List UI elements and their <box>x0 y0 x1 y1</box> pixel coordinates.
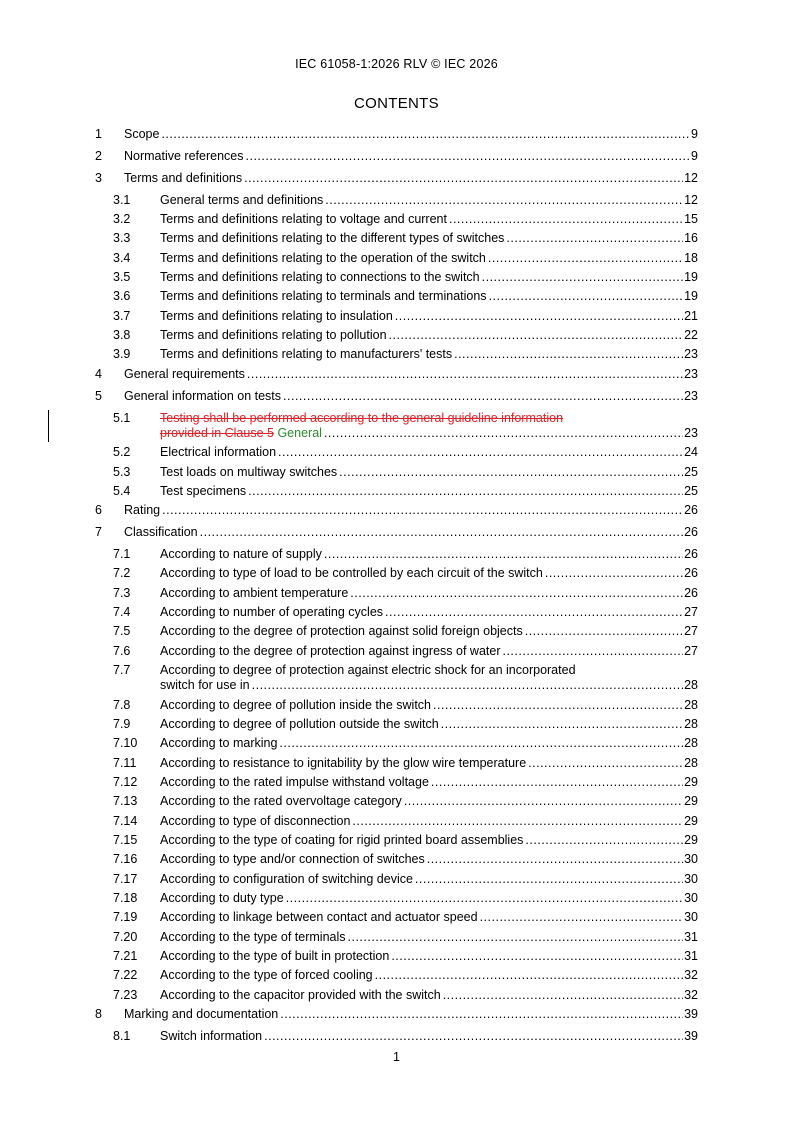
toc-entry[interactable] <box>0 367 793 386</box>
toc-title: According to type of load to be controlled by each circuit of the switch <box>160 566 543 580</box>
toc-page: 15 <box>684 212 698 226</box>
toc-page: 9 <box>691 149 698 163</box>
toc-entry[interactable] <box>0 251 793 270</box>
toc-entry[interactable] <box>0 624 793 643</box>
toc-number: 7.5 <box>113 624 131 638</box>
toc-entry[interactable] <box>0 852 793 871</box>
toc-entry[interactable] <box>0 968 793 987</box>
toc-number: 7.6 <box>113 644 131 658</box>
toc-entry[interactable] <box>0 445 793 464</box>
toc-entry[interactable] <box>0 212 793 231</box>
toc-title: According to the degree of protection against solid foreign objects <box>160 624 523 638</box>
toc-title-line1: According to degree of protection against electric shock for an incorporated <box>160 663 576 677</box>
toc-entry[interactable] <box>0 756 793 775</box>
toc-number: 7.9 <box>113 717 131 731</box>
toc-number: 3.8 <box>113 328 131 342</box>
toc-page: 30 <box>684 910 698 924</box>
leader-dots <box>248 484 683 499</box>
toc-number: 7.2 <box>113 566 131 580</box>
leader-dots <box>252 678 683 693</box>
toc-title: Terms and definitions relating to connections to the switch <box>160 270 480 284</box>
toc-page: 23 <box>684 389 698 403</box>
leader-dots <box>449 212 683 227</box>
toc-page: 28 <box>684 698 698 712</box>
toc-number: 7.23 <box>113 988 138 1002</box>
toc-title: According to degree of pollution outside the switch <box>160 717 439 731</box>
toc-page: 32 <box>684 988 698 1002</box>
toc-page: 39 <box>684 1029 698 1043</box>
toc-number: 4 <box>95 367 102 381</box>
toc-page: 25 <box>684 465 698 479</box>
toc-page: 28 <box>684 736 698 750</box>
toc-title: Switch information <box>160 1029 263 1043</box>
toc-page: 9 <box>691 127 698 141</box>
toc-title: Scope <box>124 127 160 141</box>
leader-dots <box>325 193 683 208</box>
toc-entry[interactable] <box>0 289 793 308</box>
toc-page: 28 <box>684 756 698 770</box>
toc-number: 3.4 <box>113 251 131 265</box>
leader-dots <box>489 289 684 304</box>
toc-number: 2 <box>95 149 102 163</box>
toc-page: 26 <box>684 547 698 561</box>
toc-page: 22 <box>684 328 698 342</box>
toc-title: According to type and/or connection of switches <box>160 852 425 866</box>
leader-dots <box>528 756 683 771</box>
toc-page: 12 <box>684 193 698 207</box>
toc-page: 30 <box>684 852 698 866</box>
toc-title: General terms and definitions <box>160 193 324 207</box>
toc-number: 7.4 <box>113 605 131 619</box>
leader-dots <box>391 949 683 964</box>
toc-number: 7.18 <box>113 891 138 905</box>
toc-number: 7.12 <box>113 775 138 789</box>
leader-dots <box>431 775 683 790</box>
toc-page: 12 <box>684 171 698 185</box>
leader-dots <box>161 127 690 142</box>
toc-page: 29 <box>684 814 698 828</box>
leader-dots <box>264 1029 683 1044</box>
toc-entry[interactable] <box>0 389 793 408</box>
toc-number: 5.1 <box>113 411 131 425</box>
toc-entry[interactable] <box>0 988 793 1007</box>
toc-number: 7.10 <box>113 736 138 750</box>
toc-title: Marking and documentation <box>124 1007 279 1021</box>
toc-title: Terms and definitions relating to manufacturers' tests <box>160 347 453 361</box>
leader-dots <box>350 586 683 601</box>
toc-page: 25 <box>684 484 698 498</box>
toc-entry[interactable] <box>0 1029 793 1048</box>
toc-page: 31 <box>684 949 698 963</box>
toc-number: 3.2 <box>113 212 131 226</box>
toc-entry[interactable] <box>0 231 793 250</box>
leader-dots <box>283 389 683 404</box>
toc-number: 3.6 <box>113 289 131 303</box>
document-header: IEC 61058-1:2026 RLV © IEC 2026 <box>295 57 498 71</box>
deleted-text-line2: provided in Clause 5 <box>160 426 274 440</box>
leader-dots <box>525 833 683 848</box>
toc-title: According to the type of built in protection <box>160 949 390 963</box>
toc-number: 5 <box>95 389 102 403</box>
toc-number: 3.3 <box>113 231 131 245</box>
toc-title: Test loads on multiway switches <box>160 465 338 479</box>
toc-number: 7.8 <box>113 698 131 712</box>
page-number: 1 <box>393 1050 400 1064</box>
toc-number: 3.5 <box>113 270 131 284</box>
toc-title: General requirements <box>124 367 245 381</box>
toc-number: 8.1 <box>113 1029 131 1043</box>
leader-dots <box>279 736 683 751</box>
toc-entry[interactable] <box>0 347 793 366</box>
toc-page: 23 <box>684 367 698 381</box>
leader-dots <box>286 891 683 906</box>
toc-entry[interactable] <box>0 309 793 328</box>
toc-page: 28 <box>684 678 698 692</box>
leader-dots <box>443 988 683 1003</box>
leader-dots <box>339 465 683 480</box>
toc-number: 3.1 <box>113 193 131 207</box>
toc-entry[interactable] <box>0 171 793 190</box>
leader-dots <box>324 426 683 441</box>
toc-number: 7.16 <box>113 852 138 866</box>
toc-title: Rating <box>124 503 161 517</box>
leader-dots <box>244 171 683 186</box>
leader-dots <box>482 270 683 285</box>
toc-number: 5.3 <box>113 465 131 479</box>
leader-dots <box>324 547 683 562</box>
toc-entry[interactable] <box>0 503 793 522</box>
toc-number: 7.13 <box>113 794 138 808</box>
toc-title: Terms and definitions relating to the operation of the switch <box>160 251 486 265</box>
toc-entry[interactable] <box>0 949 793 968</box>
toc-entry[interactable] <box>0 698 793 717</box>
toc-title: Terms and definitions <box>124 171 243 185</box>
toc-page: 29 <box>684 833 698 847</box>
toc-entry[interactable] <box>0 270 793 289</box>
toc-entry[interactable] <box>0 930 793 949</box>
leader-dots <box>488 251 683 266</box>
toc-number: 3.7 <box>113 309 131 323</box>
toc-entry[interactable] <box>0 910 793 929</box>
toc-title: According to ambient temperature <box>160 586 349 600</box>
toc-page: 26 <box>684 586 698 600</box>
toc-number: 5.4 <box>113 484 131 498</box>
leader-dots <box>433 698 683 713</box>
toc-entry[interactable] <box>0 605 793 624</box>
toc-entry[interactable] <box>0 149 793 168</box>
leader-dots <box>280 1007 683 1022</box>
toc-entry[interactable] <box>0 775 793 794</box>
leader-dots <box>200 525 683 540</box>
toc-number: 3 <box>95 171 102 185</box>
toc-title: According to configuration of switching device <box>160 872 413 886</box>
toc-number: 7.1 <box>113 547 131 561</box>
toc-title: According to duty type <box>160 891 284 905</box>
toc-entry[interactable] <box>0 891 793 910</box>
toc-title: Terms and definitions relating to insulation <box>160 309 393 323</box>
toc-page: 23 <box>684 426 698 440</box>
toc-entry[interactable] <box>0 525 793 544</box>
toc-page: 28 <box>684 717 698 731</box>
toc-number: 7.3 <box>113 586 131 600</box>
toc-number: 7.14 <box>113 814 138 828</box>
toc-page: 27 <box>684 644 698 658</box>
toc-title: According to number of operating cycles <box>160 605 384 619</box>
leader-dots <box>415 872 683 887</box>
toc-page: 29 <box>684 775 698 789</box>
toc-page: 19 <box>684 289 698 303</box>
leader-dots <box>404 794 683 809</box>
toc-page: 18 <box>684 251 698 265</box>
toc-number: 3.9 <box>113 347 131 361</box>
toc-title: According to degree of pollution inside the switch <box>160 698 431 712</box>
toc-title: Terms and definitions relating to the different types of switches <box>160 231 505 245</box>
leader-dots <box>375 968 683 983</box>
toc-title: Terms and definitions relating to terminals and terminations <box>160 289 487 303</box>
toc-title: According to resistance to ignitability by the glow wire temperature <box>160 756 527 770</box>
deleted-text-line1: Testing shall be performed according to the general guideline information <box>160 411 564 425</box>
toc-page: 21 <box>684 309 698 323</box>
toc-title: Classification <box>124 525 198 539</box>
toc-number: 7.21 <box>113 949 138 963</box>
leader-dots <box>352 814 683 829</box>
toc-number: 7.22 <box>113 968 138 982</box>
toc-title: Terms and definitions relating to pollution <box>160 328 387 342</box>
toc-number: 6 <box>95 503 102 517</box>
leader-dots <box>246 149 691 164</box>
toc-page: 39 <box>684 1007 698 1021</box>
leader-dots <box>545 566 683 581</box>
toc-entry[interactable] <box>0 833 793 852</box>
toc-page: 30 <box>684 872 698 886</box>
toc-title: Terms and definitions relating to voltage and current <box>160 212 447 226</box>
toc-entry[interactable] <box>0 872 793 891</box>
toc-title-line2: switch for use in <box>160 678 250 692</box>
leader-dots <box>502 644 683 659</box>
toc-entry[interactable] <box>0 717 793 736</box>
toc-title: General information on tests <box>124 389 282 403</box>
toc-entry[interactable] <box>0 328 793 347</box>
toc-page: 29 <box>684 794 698 808</box>
toc-entry[interactable] <box>0 814 793 833</box>
toc-page: 23 <box>684 347 698 361</box>
toc-entry[interactable] <box>0 127 793 146</box>
toc-entry-revised[interactable] <box>0 411 793 445</box>
leader-dots <box>162 503 683 518</box>
contents-title: CONTENTS <box>354 95 439 112</box>
toc-title: According to the capacitor provided with the switch <box>160 988 441 1002</box>
toc-page: 26 <box>684 566 698 580</box>
leader-dots <box>427 852 683 867</box>
leader-dots <box>480 910 684 925</box>
toc-title: According to marking <box>160 736 278 750</box>
leader-dots <box>506 231 683 246</box>
leader-dots <box>385 605 683 620</box>
toc-number: 8 <box>95 1007 102 1021</box>
toc-entry[interactable] <box>0 465 793 484</box>
toc-entry[interactable] <box>0 193 793 212</box>
toc-number: 7.19 <box>113 910 138 924</box>
leader-dots <box>278 445 683 460</box>
toc-entry[interactable] <box>0 484 793 503</box>
toc-page: 26 <box>684 525 698 539</box>
toc-number: 7.15 <box>113 833 138 847</box>
toc-number: 7.17 <box>113 872 138 886</box>
toc-entry[interactable] <box>0 547 793 566</box>
leader-dots <box>454 347 683 362</box>
toc-title: According to linkage between contact and actuator speed <box>160 910 478 924</box>
leader-dots <box>395 309 683 324</box>
toc-page: 24 <box>684 445 698 459</box>
inserted-text: General <box>277 426 322 440</box>
toc-title: Test specimens <box>160 484 247 498</box>
toc-title: According to the type of coating for rigid printed board assemblies <box>160 833 524 847</box>
toc-entry[interactable] <box>0 586 793 605</box>
toc-title: According to the degree of protection against ingress of water <box>160 644 501 658</box>
toc-entry[interactable] <box>0 663 793 697</box>
toc-page: 16 <box>684 231 698 245</box>
toc-page: 27 <box>684 624 698 638</box>
toc-page: 27 <box>684 605 698 619</box>
toc-page: 26 <box>684 503 698 517</box>
toc-number: 7 <box>95 525 102 539</box>
toc-number: 1 <box>95 127 102 141</box>
toc-page: 31 <box>684 930 698 944</box>
toc-entry[interactable] <box>0 1007 793 1026</box>
toc-page: 19 <box>684 270 698 284</box>
toc-title: According to the type of terminals <box>160 930 346 944</box>
toc-page: 30 <box>684 891 698 905</box>
leader-dots <box>247 367 683 382</box>
toc-entry[interactable] <box>0 644 793 663</box>
toc-number: 7.20 <box>113 930 138 944</box>
toc-title: According to the rated impulse withstand voltage <box>160 775 429 789</box>
toc-page: 32 <box>684 968 698 982</box>
toc-title: According to the type of forced cooling <box>160 968 373 982</box>
toc-number: 5.2 <box>113 445 131 459</box>
toc-title: Normative references <box>124 149 244 163</box>
toc-title: According to type of disconnection <box>160 814 351 828</box>
leader-dots <box>441 717 683 732</box>
toc-entry[interactable] <box>0 794 793 813</box>
leader-dots <box>389 328 684 343</box>
toc-entry[interactable] <box>0 566 793 585</box>
toc-entry[interactable] <box>0 736 793 755</box>
toc-title: According to nature of supply <box>160 547 322 561</box>
leader-dots <box>348 930 684 945</box>
toc-title: According to the rated overvoltage category <box>160 794 402 808</box>
leader-dots <box>525 624 683 639</box>
toc-number: 7.7 <box>113 663 131 677</box>
toc-title: Electrical information <box>160 445 277 459</box>
toc-number: 7.11 <box>113 756 137 770</box>
